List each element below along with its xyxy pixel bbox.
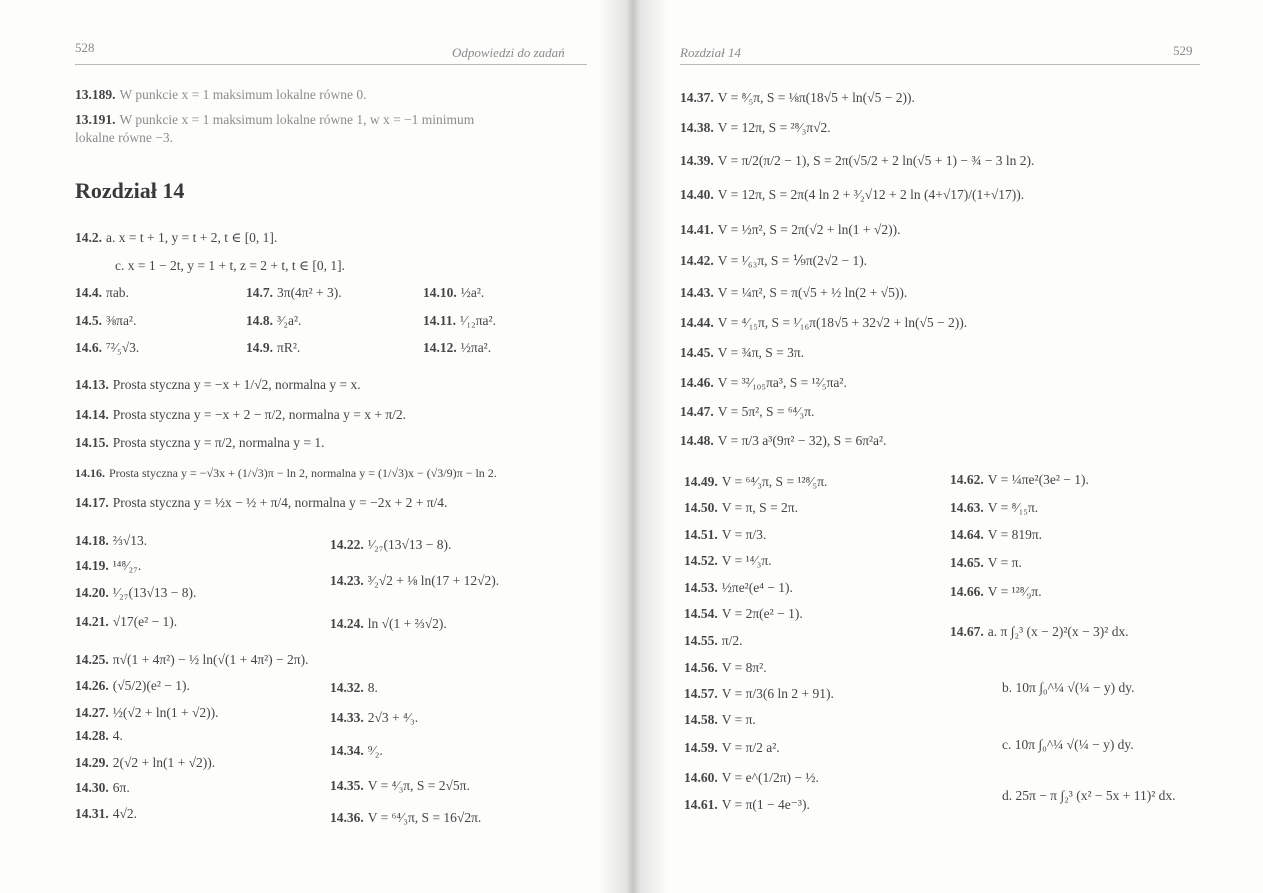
answer-14-53: 14.53. ½πe²(e⁴ − 1). xyxy=(684,580,793,595)
answer-14-47: 14.47. V = 5π², S = ⁶⁴⁄₃π. xyxy=(680,404,815,419)
answer-14-34: 14.34. ⁹⁄₂. xyxy=(330,743,383,758)
answer-14-43: 14.43. V = ¼π², S = π(√5 + ½ ln(2 + √5)). xyxy=(680,285,908,300)
answer-14-17: 14.17. Prosta styczna y = ½x − ½ + π/4, normalna y = −2x + 2 + π/4. xyxy=(75,495,448,510)
answer-14-66: 14.66. V = ¹²⁸⁄₉π. xyxy=(950,584,1042,599)
answer-14-18: 14.18. ⅔√13. xyxy=(75,533,148,548)
answer-14-67d: d. 25π − π ∫₂³ (x² − 5x + 11)² dx. xyxy=(1002,788,1176,803)
answer-14-58: 14.58. V = π. xyxy=(684,712,756,727)
header-rule xyxy=(75,64,587,65)
answer-14-8: 14.8. ³⁄₂a². xyxy=(246,313,302,328)
page-number: 528 xyxy=(75,40,95,55)
answer-14-50: 14.50. V = π, S = 2π. xyxy=(684,500,798,515)
answer-14-55: 14.55. π/2. xyxy=(684,633,743,648)
right-page xyxy=(622,0,1263,893)
answer-14-23: 14.23. ³⁄₂√2 + ⅛ ln(17 + 12√2). xyxy=(330,573,500,588)
answer-14-5: 14.5. ⅜πa². xyxy=(75,313,137,328)
answer-14-40: 14.40. V = 12π, S = 2π(4 ln 2 + ³⁄₂√12 + 2 ln (4+√17)/(1+√17)). xyxy=(680,187,1025,202)
answer-14-60: 14.60. V = e^(1/2π) − ½. xyxy=(684,770,819,785)
answer-14-15: 14.15. Prosta styczna y = π/2, normalna y = 1. xyxy=(75,435,325,450)
answer-14-39: 14.39. V = π/2(π/2 − 1), S = 2π(√5/2 + 2 ln(√5 + 1) − ¾ − 3 ln 2). xyxy=(680,153,1035,168)
left-page xyxy=(0,0,622,893)
answer-14-51: 14.51. V = π/3. xyxy=(684,527,767,542)
answer-14-30: 14.30. 6π. xyxy=(75,780,130,795)
answer-14-45: 14.45. V = ¾π, S = 3π. xyxy=(680,345,805,360)
running-head: Odpowiedzi do zadań xyxy=(452,45,565,60)
answer-14-38: 14.38. V = 12π, S = ²⁸⁄₃π√2. xyxy=(680,120,831,135)
answer-14-2a: 14.2. a. x = t + 1, y = t + 2, t ∈ [0, 1]. xyxy=(75,230,278,245)
answer-14-42: 14.42. V = ¹⁄₆₃π, S = ⅑π(2√2 − 1). xyxy=(680,253,868,268)
answer-14-10: 14.10. ½a². xyxy=(423,285,485,300)
answer-14-52: 14.52. V = ¹⁴⁄₃π. xyxy=(684,553,772,568)
answer-14-35: 14.35. V = ⁴⁄₃π, S = 2√5π. xyxy=(330,778,470,793)
answer-14-13: 14.13. Prosta styczna y = −x + 1/√2, normalna y = x. xyxy=(75,377,361,392)
answer-13-189: 13.189. W punkcie x = 1 maksimum lokalne równe 0. xyxy=(75,87,367,102)
answer-13-191-cont: lokalne równe −3. xyxy=(75,130,173,145)
answer-14-24: 14.24. ln √(1 + ⅔√2). xyxy=(330,616,447,631)
answer-14-19: 14.19. ¹⁴⁸⁄₂₇. xyxy=(75,558,142,573)
answer-14-11: 14.11. ¹⁄₁₂πa². xyxy=(423,313,496,328)
answer-14-67b: b. 10π ∫₀^¼ √(¼ − y) dy. xyxy=(1002,680,1135,695)
answer-14-4: 14.4. πab. xyxy=(75,285,129,300)
running-head: Rozdział 14 xyxy=(680,45,742,60)
answer-14-27: 14.27. ½(√2 + ln(1 + √2)). xyxy=(75,705,219,720)
answer-14-6: 14.6. ⁷²⁄₅√3. xyxy=(75,340,140,355)
answer-14-63: 14.63. V = ⁸⁄₁₅π. xyxy=(950,500,1039,515)
answer-14-25: 14.25. π√(1 + 4π²) − ½ ln(√(1 + 4π²) − 2π). xyxy=(75,652,309,667)
answer-14-26: 14.26. (√5/2)(e² − 1). xyxy=(75,678,190,693)
page-number: 529 xyxy=(1173,43,1193,58)
answer-14-67a: 14.67. a. π ∫₂³ (x − 2)²(x − 3)² dx. xyxy=(950,624,1129,639)
answer-14-65: 14.65. V = π. xyxy=(950,555,1022,570)
answer-14-9: 14.9. πR². xyxy=(246,340,301,355)
answer-14-67c: c. 10π ∫₀^¼ √(¼ − y) dy. xyxy=(1002,737,1134,752)
answer-14-16: 14.16. Prosta styczna y = −√3x + (1/√3)π − ln 2, normalna y = (1/√3)x − (√3/9)π − ln 2. xyxy=(75,466,497,480)
answer-14-2c: c. x = 1 − 2t, y = 1 + t, z = 2 + t, t ∈ [0, 1]. xyxy=(115,258,346,273)
answer-14-57: 14.57. V = π/3(6 ln 2 + 91). xyxy=(684,686,834,701)
chapter-title: Rozdział 14 xyxy=(75,178,185,203)
answer-14-21: 14.21. √17(e² − 1). xyxy=(75,614,178,629)
answer-14-29: 14.29. 2(√2 + ln(1 + √2)). xyxy=(75,755,216,770)
answer-14-48: 14.48. V = π/3 a³(9π² − 32), S = 6π²a². xyxy=(680,433,887,448)
answer-14-46: 14.46. V = ³²⁄₁₀₅πa³, S = ¹²⁄₅πa². xyxy=(680,375,847,390)
answer-14-54: 14.54. V = 2π(e² − 1). xyxy=(684,606,803,621)
answer-14-12: 14.12. ½πa². xyxy=(423,340,492,355)
answer-14-20: 14.20. ¹⁄₂₇(13√13 − 8). xyxy=(75,585,197,600)
answer-14-64: 14.64. V = 819π. xyxy=(950,527,1043,542)
answer-14-36: 14.36. V = ⁶⁴⁄₃π, S = 16√2π. xyxy=(330,810,482,825)
answer-14-28: 14.28. 4. xyxy=(75,728,123,743)
answer-14-41: 14.41. V = ½π², S = 2π(√2 + ln(1 + √2)). xyxy=(680,222,901,237)
header-rule xyxy=(680,64,1200,65)
answer-13-191: 13.191. W punkcie x = 1 maksimum lokalne równe 1, w x = −1 minimum xyxy=(75,112,475,127)
answer-14-62: 14.62. V = ¼πe²(3e² − 1). xyxy=(950,472,1089,487)
answer-14-32: 14.32. 8. xyxy=(330,680,378,695)
answer-14-61: 14.61. V = π(1 − 4e⁻³). xyxy=(684,797,810,812)
answer-14-14: 14.14. Prosta styczna y = −x + 2 − π/2, normalna y = x + π/2. xyxy=(75,407,407,422)
answer-14-44: 14.44. V = ⁴⁄₁₅π, S = ¹⁄₁₆π(18√5 + 32√2 + ln(√5 − 2)). xyxy=(680,315,968,330)
answer-14-37: 14.37. V = ⁸⁄₅π, S = ⅛π(18√5 + ln(√5 − 2)). xyxy=(680,90,915,105)
answer-14-31: 14.31. 4√2. xyxy=(75,806,138,821)
answer-14-33: 14.33. 2√3 + ⁴⁄₃. xyxy=(330,710,419,725)
answer-14-49: 14.49. V = ⁶⁴⁄₃π, S = ¹²⁸⁄₅π. xyxy=(684,474,828,489)
answer-14-59: 14.59. V = π/2 a². xyxy=(684,740,780,755)
answer-14-56: 14.56. V = 8π². xyxy=(684,660,767,675)
answer-14-22: 14.22. ¹⁄₂₇(13√13 − 8). xyxy=(330,537,452,552)
answer-14-7: 14.7. 3π(4π² + 3). xyxy=(246,285,342,300)
